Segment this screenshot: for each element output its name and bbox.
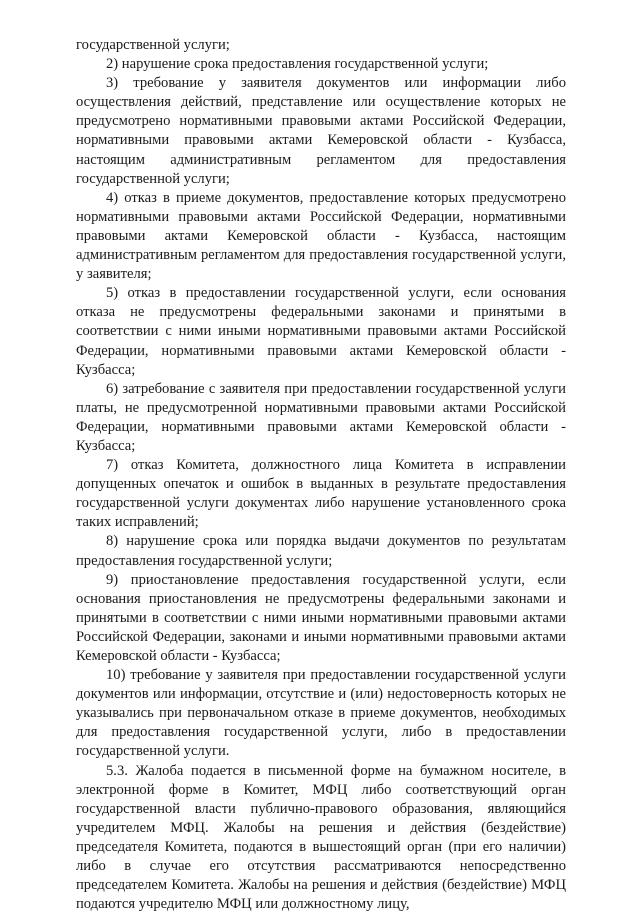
list-item-9: 9) приостановление предоставления государственной услуги, если основания приостановления не предусмотрены федеральными законами и принятыми в соответствии с ними иными нормативными правовыми актами Российской Федерации, законами и иными нормативными правовыми актами Кемеровской области - Кузбасса;	[76, 571, 566, 664]
list-item-8: 8) нарушение срока или порядка выдачи документов по результатам предоставления государственной услуги;	[76, 533, 566, 569]
list-item-10: 10) требование у заявителя при предоставлении государственной услуги документов или информации, отсутствие и (или) недостоверность которых не указывались при первоначальном отказе в приеме документов, необходимых для предоставления государственной услуги, либо в предоставлении государственной услуги.	[76, 667, 566, 760]
list-item-2: 2) нарушение срока предоставления государственной услуги;	[106, 56, 489, 73]
list-item-4: 4) отказ в приеме документов, предоставление которых предусмотрено нормативными правовыми актами Российской Федерации, нормативными правовыми актами Кемеровской области - Кузбасса, настоящим административным регламентом для предоставления государственной услуги, у заявителя;	[76, 189, 566, 283]
paragraph-continuation: государственной услуги;	[76, 37, 230, 53]
document-page	[76, 36, 566, 914]
list-item-6: 6) затребование с заявителя при предоставлении государственной услуги платы, не предусмотренной нормативными правовыми актами Российской Федерации, нормативными правовыми актами Кемеровской области - Кузбасса;	[76, 380, 566, 454]
list-item-7: 7) отказ Комитета, должностного лица Комитета в исправлении допущенных опечаток и ошибок в выданных в результате предоставления государственной услуги документах либо нарушение установленного срока таких исправлений;	[76, 457, 566, 531]
list-item-3: 3) требование у заявителя документов или информации либо осуществления действий, представление или осуществление которых не предусмотрено нормативными правовыми актами Российской Федерации, нормативными правовыми актами Кемеровской области - Кузбасса, настоящим административным регламентом для предоставления государственной услуги;	[76, 75, 566, 187]
list-item-5: 5) отказ в предоставлении государственной услуги, если основания отказа не предусмотрены федеральными законами и принятыми в соответствии с ними иными нормативными правовыми актами Российской Федерации, нормативными правовыми актами Кемеровской области - Кузбасса;	[76, 285, 566, 378]
section-5-3-paragraph: 5.3. Жалоба подается в письменной форме на бумажном носителе, в электронной форме в Комитет, МФЦ либо соответствующий орган государственной власти публично-правового образования, являющийся учредителем МФЦ. Жалобы на решения и действия (бездействие) председателя Комитета, подаются в вышестоящий орган (при его наличии) либо в случае его отсутствия рассматриваются непосредственно председателем Комитета. Жалобы на решения и действия (бездействие) МФЦ подаются учредителю МФЦ или должностному лицу,	[76, 762, 566, 913]
